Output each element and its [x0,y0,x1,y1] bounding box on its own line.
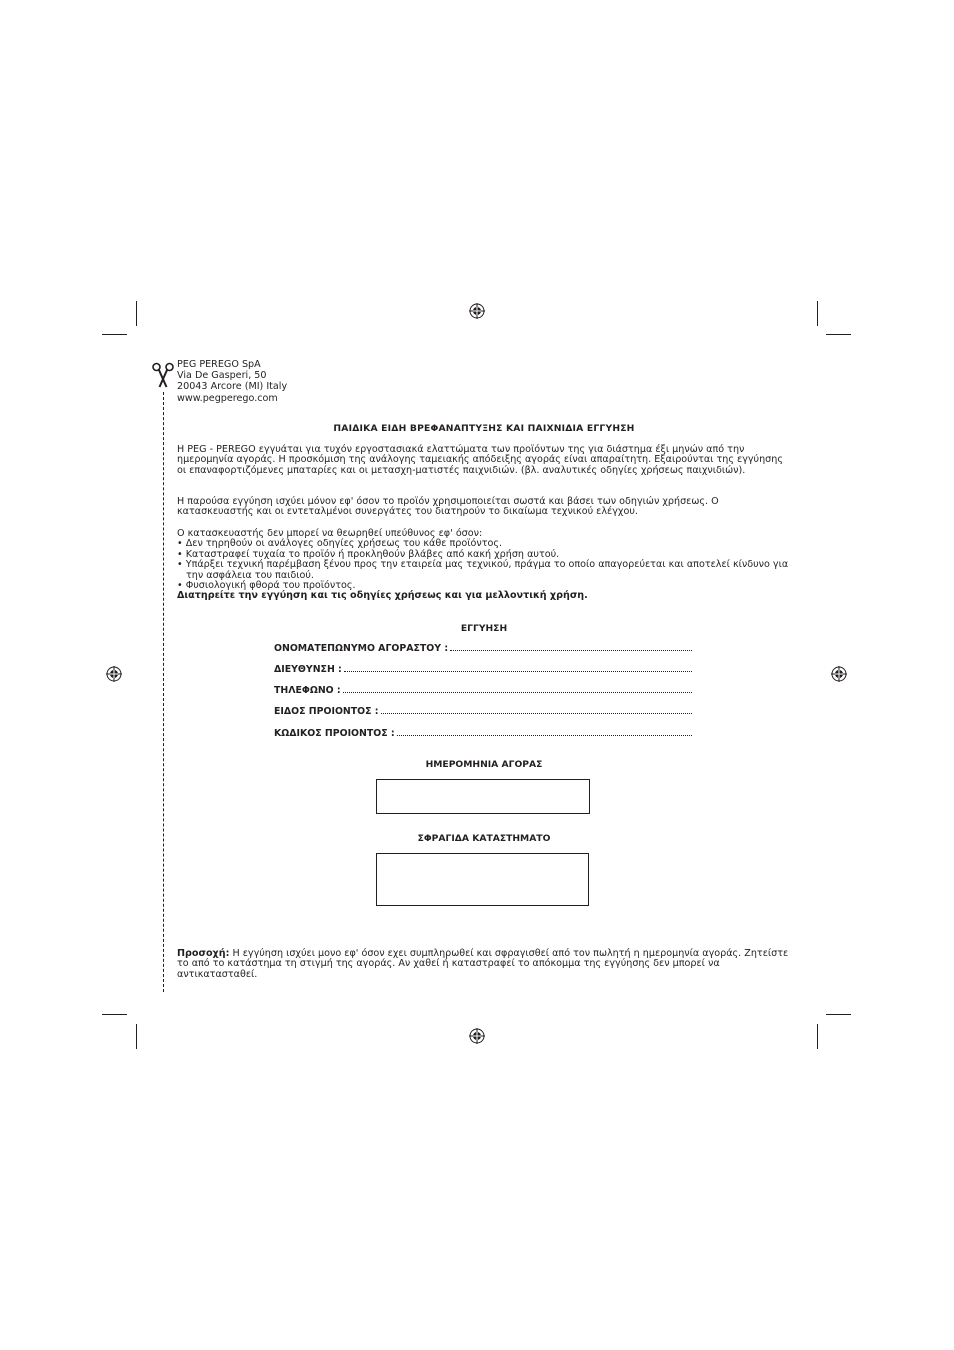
crop-mark [826,1014,851,1015]
phone-line[interactable] [343,685,692,693]
phone-label: ΤΗΛΕΦΩΝΟ : [274,685,341,696]
registration-mark-icon [106,666,122,682]
list-item: • Δεν τηρηθούν οι ανάλογες οδηγίες χρήσεως του κάθε προϊόντος. [177,538,503,550]
crop-mark [102,334,127,335]
company-street: Via De Gasperi, 50 [177,370,267,382]
company-name: PEG PEREGO SpA [177,359,261,370]
cut-line [163,392,164,992]
crop-mark [136,301,137,326]
product-type-line[interactable] [381,706,692,714]
product-code-line[interactable] [397,728,692,736]
list-item: • Υπάρξει τεχνική παρέμβαση ξένου προς την εταιρεία μας τεχνικού, πράγμα το οποίο απαγορεύεται και αποτελεί κίνδυνο για την ασφάλεια του παιδιού. [177,559,789,581]
store-stamp-box[interactable] [376,853,589,906]
company-address [177,359,287,404]
scissors-icon [152,362,174,388]
form-heading: ΕΓΓΥΗΣΗ [460,623,508,634]
purchase-date-box[interactable] [376,779,590,814]
product-code-label: ΚΩΔΙΚΟΣ ΠΡΟΙΟΝΤΟΣ : [274,728,395,739]
crop-mark [817,1024,818,1049]
warranty-paragraph-3 [177,529,791,602]
buyer-name-line[interactable] [450,643,692,651]
list-item: • Καταστραφεί τυχαία το προϊόν ή προκληθούν βλάβες από κακή χρήση αυτού. [177,548,560,560]
company-website: www.pegperego.com [177,392,278,404]
notice-label: Προσοχή: [177,948,230,959]
address-label: ΔΙΕΥΘΥΝΣΗ : [274,664,342,675]
crop-mark [102,1014,127,1015]
product-code-field[interactable] [274,728,692,739]
warranty-paragraph-1: Η PEG - PEREGO εγγυάται για τυχόν εργοστασιακά ελαττώματα των προϊόντων της για διάστημα έξι μηνών από την ημερομηνία αγοράς. Η προσκόμιση της ανάλογης ταμειακής απόδειξης αγοράς είναι απαραίτητη. Εξαιρούνται της εγγύησης οι επαναφορτιζόμενες μπαταρίες και οι μετασχη-ματιστές παιχνιδιών. (βλ. αναλυτικές οδηγίες χρήσεως παιχνιδιών). [177,444,783,476]
company-city: 20043 Arcore (MI) Italy [177,381,288,393]
registration-mark-icon [469,303,485,319]
liability-intro: Ο κατασκευαστής δεν μπορεί να θεωρηθεί υπεύθυνος εφ' όσον: [177,528,483,539]
registration-mark-icon [469,1028,485,1044]
document-title: ΠΑΙΔΙΚΑ ΕΙΔΗ ΒΡΕΦΑΝΑΠΤΥΞΗΣ ΚΑΙ ΠΑΙΧΝΙΔΙΑ ΕΓΓΥΗΣΗ [333,423,635,434]
address-line[interactable] [344,664,692,672]
warranty-paragraph-2: Η παρούσα εγγύηση ισχύει μόνον εφ' όσον το προϊόν χρησιμοποιείται σωστά και βάσει των οδηγιών χρήσεως. Ο κατασκευαστής και οι εντεταλμένοι συνεργάτες του διατηρούν το δικαίωμα τεχνικού ελέγχου. [177,496,719,518]
product-type-field[interactable] [274,706,692,717]
crop-mark [817,301,818,326]
crop-mark [136,1024,137,1049]
registration-mark-icon [831,666,847,682]
list-item: • Φυσιολογική φθορά του προϊόντος. [177,580,356,592]
address-field[interactable] [274,664,692,675]
phone-field[interactable] [274,685,692,696]
notice [177,949,791,980]
product-type-label: ΕΙΔΟΣ ΠΡΟΙΟΝΤΟΣ : [274,706,379,717]
store-stamp-label: ΣΦΡΑΓΙΔΑ ΚΑΤΑΣΤΗΜΑΤΟ [417,833,551,844]
notice-text: Η εγγύηση ισχύει μονο εφ' όσον εχει συμπληρωθεί και σφραγισθεί από τον πωλητή η ημερομηνία αγοράς. Ζητείστε το από το κατάστημα τη στιγμή της αγοράς. Αν χαθεί ή καταστραφεί το απόκομμα της εγγύησης δεν μπορεί να αντικατασταθεί. [177,948,789,980]
crop-mark [826,334,851,335]
keep-warranty-note: Διατηρείτε την εγγύηση και τις οδηγίες χρήσεως και για μελλοντική χρήση. [177,590,588,602]
purchase-date-label: ΗΜΕΡΟΜΗΝΙΑ ΑΓΟΡΑΣ [425,759,543,770]
buyer-name-field[interactable] [274,643,692,654]
buyer-name-label: ΟΝΟΜΑΤΕΠΩΝΥΜΟ ΑΓΟΡΑΣΤΟΥ : [274,643,449,654]
